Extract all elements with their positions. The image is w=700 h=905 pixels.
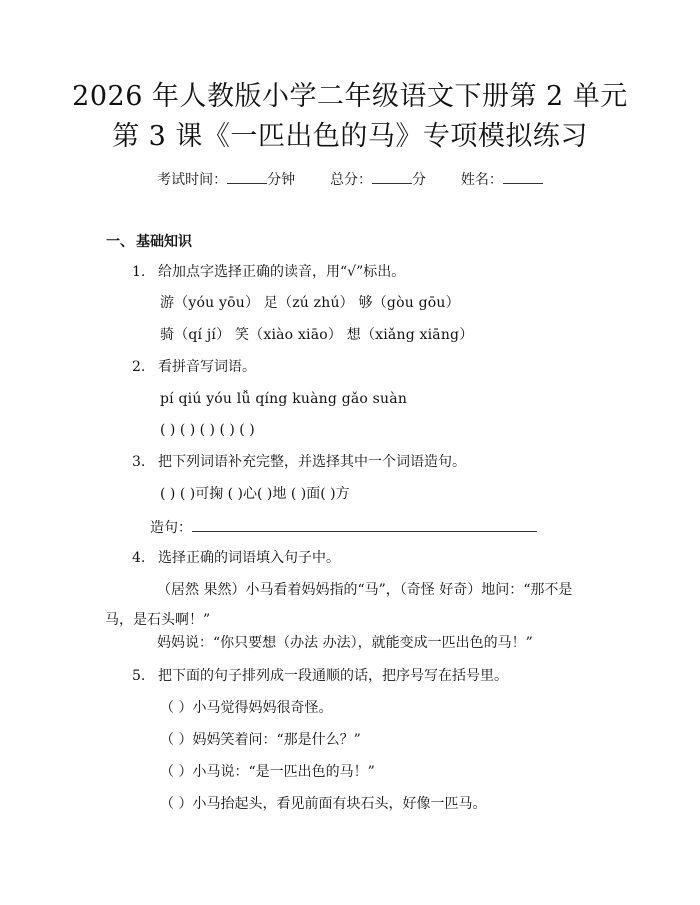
q3-number: 3. — [132, 454, 146, 470]
name-label: 姓名： — [460, 172, 503, 188]
title-line-1: 2026 年人教版小学二年级语文下册第 2 单元 — [72, 81, 628, 112]
q4-paragraph-1: （居然 果然）小马看着妈妈指的“马”，（奇怪 好奇）地问：“那不是马，是石头啊！” — [105, 582, 573, 628]
q5-text: 把下面的句子排列成一段通顺的话，把序号写在括号里。 — [158, 668, 508, 684]
section-title: 基础知识 — [136, 234, 192, 250]
exam-time-label: 考试时间： — [157, 172, 228, 188]
q5-item[interactable]: （ ）小马觉得妈妈很奇怪。 — [160, 700, 333, 716]
score-unit: 分 — [412, 172, 426, 188]
name-blank[interactable] — [503, 168, 543, 184]
section-number: 一、 — [106, 234, 134, 250]
score-label: 总分： — [330, 172, 372, 188]
q1-row-1: 游（yóu yōu） 足（zú zhú） 够（gòu gōu） — [160, 295, 460, 311]
q3-words[interactable]: ( ) ( )可掬 ( )心( )地 ( )面( )方 — [160, 486, 350, 502]
score-blank[interactable] — [372, 168, 412, 184]
q1-text: 给加点字选择正确的读音，用“√”标出。 — [158, 264, 406, 280]
q4-number: 4. — [132, 550, 146, 566]
q3-sentence-row — [150, 516, 537, 538]
exam-info — [0, 168, 700, 190]
q5-item[interactable]: （ ）妈妈笑着问：“那是什么？” — [160, 732, 361, 748]
title-line-2: 第 3 课《一匹出色的马》专项模拟练习 — [112, 121, 588, 152]
section-heading — [106, 232, 192, 252]
exam-time-blank[interactable] — [227, 168, 267, 184]
q2-number: 2. — [132, 359, 146, 375]
q3-sentence-blank[interactable] — [192, 516, 537, 532]
q2-blanks[interactable]: ( ) ( ) ( ) ( ) ( ) — [160, 422, 255, 438]
q1-row-2: 骑（qí jí） 笑（xiào xiāo） 想（xiǎng xiāng） — [160, 327, 474, 343]
q4-paragraph-2: 妈妈说：“你只要想（办法 办法），就能变成一匹出色的马！” — [157, 635, 533, 651]
q4-text: 选择正确的词语填入句子中。 — [158, 550, 340, 566]
q3-text: 把下列词语补充完整，并选择其中一个词语造句。 — [158, 454, 466, 470]
q2-pinyin: pí qiú yóu lǚ qíng kuàng gǎo suàn — [160, 391, 408, 407]
q5-item[interactable]: （ ）小马抬起头，看见前面有块石头，好像一匹马。 — [160, 796, 487, 812]
q5-number: 5. — [132, 668, 146, 684]
q5-item[interactable]: （ ）小马说：“是一匹出色的马！” — [160, 764, 375, 780]
q1-number: 1. — [132, 264, 146, 280]
q2-text: 看拼音写词语。 — [158, 359, 256, 375]
exam-time-unit: 分钟 — [267, 172, 296, 188]
q3-sentence-label: 造句： — [150, 520, 192, 536]
